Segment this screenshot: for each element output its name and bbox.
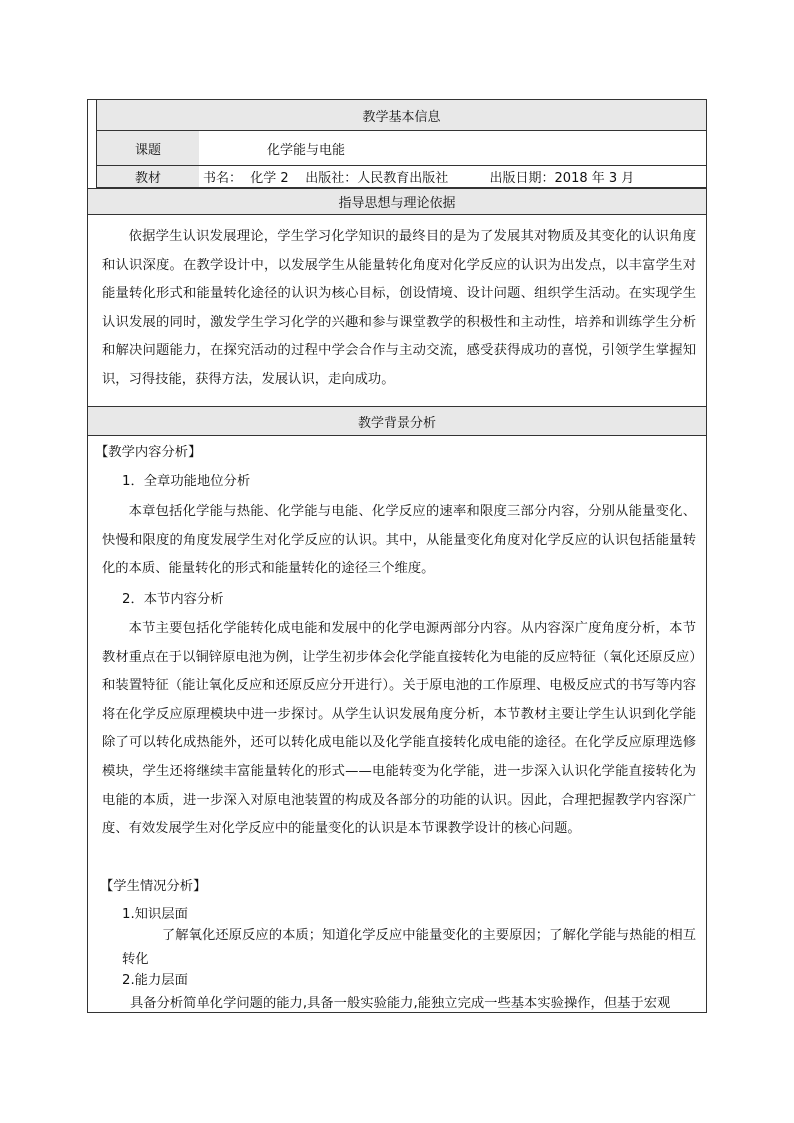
guiding-header-text: 指导思想与理论依据: [338, 196, 456, 211]
topic-row: [97, 131, 706, 166]
guiding-paragraph: 依据学生认识发展理论，学生学习化学知识的最终目的是为了发展其对物质及其变化的认识角度和认识深度。在教学设计中，以发展学生从能量转化角度对化学反应的认识为出发点，以丰富学生对能量转化形式和能量转化途径的认识为核心目标，创设情境、设计问题、组织学生活动。在实现学生认识发展的同时，激发学生学习化学的兴趣和参与课堂教学的积极性和主动性，培养和训练学生分析和解决问题能力，在探究活动的过程中学会合作与主动交流，感受获得成功的喜悦，引领学生掌握知识，习得技能，获得方法，发展认识，走向成功。: [102, 229, 696, 387]
item2-title: 2．本节内容分析: [122, 592, 224, 607]
textbook-row: [97, 166, 706, 188]
student-analysis-title: 【学生情况分析】: [100, 879, 207, 894]
s1-title: 1.知识层面: [122, 907, 188, 922]
guiding-body: [88, 215, 706, 407]
topic-label: [97, 131, 200, 165]
item2-paragraph: 本节主要包括化学能转化成电能和发展中的化学电源两部分内容。从内容深广度角度分析，本节教材重点在于以铜锌原电池为例，让学生初步体会化学能直接转化为电能的反应特征（氧化还原反应）和装置特征（能让氧化反应和还原反应分开进行）。关于原电池的工作原理、电极反应式的书写等内容将在化学反应原理模块中进一步探讨。从学生认识发展角度分析，本节教材主要让学生认识到化学能除了可以转化成热能外，还可以转化成电能以及化学能直接转化成电能的途径。在化学反应原理选修模块，学生还将继续丰富能量转化的形式——电能转变为化学能，进一步深入认识化学能直接转化为电能的本质，进一步深入对原电池装置的构成及各部分的功能的认识。因此，合理把握教学内容深广度、有效发展学生对化学反应中的能量变化的认识是本节课教学设计的核心问题。: [102, 621, 696, 837]
s1-paragraph: 了解氧化还原反应的本质；知道化学反应中能量变化的主要原因；了解化学能与热能的相互转化: [122, 928, 696, 967]
basic-info-header: [97, 100, 706, 131]
textbook-label-text: 教材: [134, 171, 161, 186]
item1-paragraph: 本章包括化学能与热能、化学能与电能、化学反应的速率和限度三部分内容，分别从能量变化、快慢和限度的角度发展学生对化学反应的认识。其中，从能量变化角度对化学反应的认识包括能量转化的本质、能量转化的形式和能量转化的途径三个维度。: [102, 504, 696, 577]
item1-title: 1．全章功能地位分析: [122, 474, 251, 489]
background-header: [88, 407, 706, 436]
basic-info-section: [96, 100, 706, 188]
content-analysis-title: 【教学内容分析】: [95, 445, 202, 460]
textbook-value: 书名： 化学 2 出版社：人民教育出版社 出版日期：2018 年 3 月: [203, 171, 635, 186]
topic-value: 化学能与电能: [267, 142, 346, 158]
guiding-header: [88, 188, 706, 215]
lesson-plan-table: [87, 99, 707, 1013]
basic-info-header-text: 教学基本信息: [362, 109, 441, 125]
s2-paragraph: 具备分析简单化学问题的能力,具备一般实验能力,能独立完成一些基本实验操作，但基于宏观: [130, 996, 671, 1011]
s2-title: 2.能力层面: [122, 973, 188, 988]
background-header-text: 教学背景分析: [357, 415, 436, 431]
textbook-label: [97, 166, 200, 187]
textbook-value-cell: [199, 166, 706, 187]
topic-label-text: 课题: [134, 142, 161, 158]
topic-value-cell: [199, 131, 706, 165]
